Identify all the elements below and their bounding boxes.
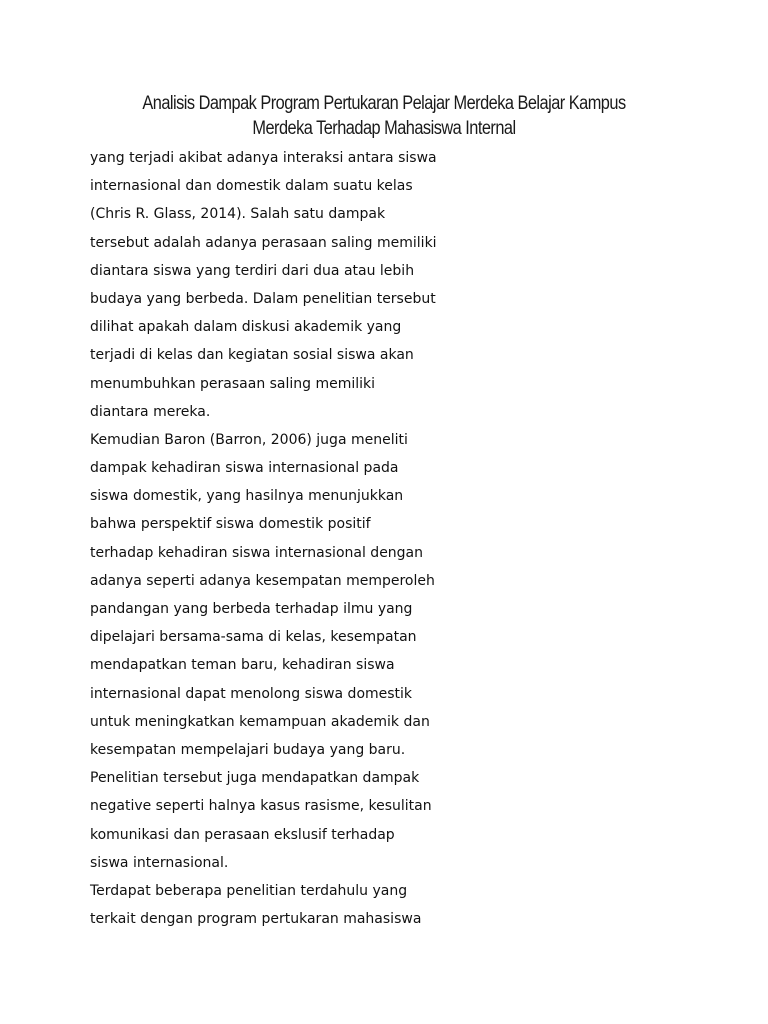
body-line: dipelajari bersama-sama di kelas, kesempatan (90, 629, 417, 646)
body-line: Penelitian tersebut juga mendapatkan dampak (90, 770, 420, 787)
document-title (0, 91, 768, 141)
body-line: kesempatan mempelajari budaya yang baru. (90, 741, 406, 758)
body-line: mendapatkan teman baru, kehadiran siswa (90, 657, 395, 674)
body-line: adanya seperti adanya kesempatan memperoleh (90, 572, 435, 589)
body-line: diantara mereka. (90, 403, 211, 420)
body-line: bahwa perspektif siswa domestik positif (90, 516, 371, 533)
body-line: terhadap kehadiran siswa internasional dengan (90, 544, 424, 561)
body-line: internasional dan domestik dalam suatu kelas (90, 178, 413, 195)
body-line: dampak kehadiran siswa internasional pada (90, 460, 399, 477)
body-line: komunikasi dan perasaan ekslusif terhadap (90, 826, 395, 843)
body-line: diantara siswa yang terdiri dari dua atau lebih (90, 262, 415, 279)
body-line: budaya yang berbeda. Dalam penelitian tersebut (90, 290, 436, 307)
body-line: dilihat apakah dalam diskusi akademik yang (90, 319, 402, 336)
document-body (90, 144, 470, 933)
body-line: terjadi di kelas dan kegiatan sosial siswa akan (90, 347, 414, 364)
body-line: menumbuhkan perasaan saling memiliki (90, 375, 376, 392)
body-line: terkait dengan program pertukaran mahasiswa (90, 911, 422, 928)
title-line-1: Analisis Dampak Program Pertukaran Pelajar Merdeka Belajar Kampus (142, 93, 626, 114)
body-line: internasional dapat menolong siswa domestik (90, 685, 413, 702)
body-line: (Chris R. Glass, 2014). Salah satu dampak (90, 206, 386, 223)
body-line: siswa domestik, yang hasilnya menunjukkan (90, 488, 404, 505)
body-line: pandangan yang berbeda terhadap ilmu yang (90, 601, 413, 617)
title-line-2: Merdeka Terhadap Mahasiswa Internal (252, 118, 516, 139)
body-line: yang terjadi akibat adanya interaksi antara siswa (90, 150, 437, 166)
body-line: siswa internasional. (90, 854, 229, 871)
body-line: tersebut adalah adanya perasaan saling memiliki (90, 234, 437, 251)
body-line: Terdapat beberapa penelitian terdahulu yang (90, 882, 408, 899)
body-line: Kemudian Baron (Barron, 2006) juga meneliti (90, 431, 408, 448)
body-line: untuk meningkatkan kemampuan akademik dan (90, 713, 430, 730)
body-line: negative seperti halnya kasus rasisme, kesulitan (90, 798, 432, 815)
